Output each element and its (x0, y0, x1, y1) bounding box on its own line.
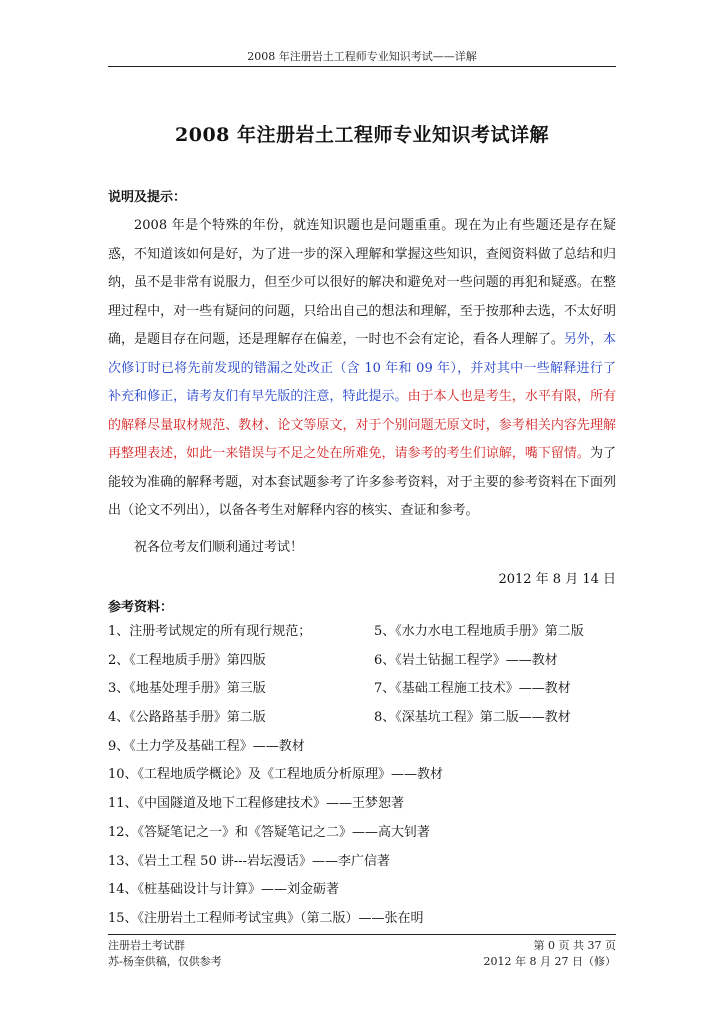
references-heading: 参考资料： (108, 600, 174, 615)
notes-paragraph (108, 212, 616, 526)
reference-row (108, 649, 628, 678)
reference-row (108, 677, 628, 706)
footer-contributor: 苏-杨奎供稿，仅供参考 (108, 955, 222, 968)
notes-text-intro: 2008 年是个特殊的年份，就连知识题也是问题重重。现在为止有些题还是存在疑惑，不知道该如何是好，为了进一步的深入理解和掌握这些知识，查阅资料做了总结和归纳，虽不是非常有说服力，但至少可以很好的解决和避免对一些问题的再犯和疑惑。在整理过程中，对一些有疑问的问题，只给出自己的想法和理解，至于按那种去选，不太好明确，是题目存在问题，还是理解存在偏差，一时也不会有定论，看各人理解了。 (108, 218, 616, 347)
reference-row (108, 907, 628, 936)
reference-item: 5、《水力水电工程地质手册》第二版 (374, 624, 584, 639)
reference-row (108, 878, 628, 907)
notes-text-revision: 另外，本次修订时已将先前发现的错漏之处改正（含 10 年和 09 年），并对其中一些解释进行了补充和修正，请考友们有早先版的注意，特此提示。 (108, 332, 616, 404)
reference-item: 6、《岩土钻掘工程学》——教材 (374, 652, 558, 668)
reference-row (108, 620, 628, 649)
reference-item: 7、《基础工程施工技术》——教材 (374, 681, 571, 697)
header-divider (108, 66, 616, 67)
footer-group-name: 注册岩土考试群 (108, 939, 185, 952)
reference-item: 4、《公路路基手册》第二版 (108, 710, 266, 726)
reference-item: 8、《深基坑工程》第二版——教材 (374, 710, 571, 726)
revision-date: 2012 年 8 月 27 日（修） (483, 955, 616, 968)
page-number: 第 0 页 共 37 页 (533, 939, 616, 952)
reference-item: 1、注册考试规定的所有现行规范； (108, 624, 312, 639)
reference-item: 14、《桩基础设计与计算》——刘金砺著 (108, 882, 340, 898)
reference-row (108, 706, 628, 735)
reference-row (108, 821, 628, 850)
reference-item: 3、《地基处理手册》第三版 (108, 681, 266, 697)
reference-item: 10、《工程地质学概论》及《工程地质分析原理》——教材 (108, 767, 444, 783)
notes-text-references-intro: 为了能较为准确的解释考题，对本套试题参考了许多参考资料，对于主要的参考资料在下面列出（论文不列出），以备各考生对解释内容的核实、查证和参考。 (108, 446, 616, 518)
reference-row (108, 792, 628, 821)
reference-row (108, 735, 628, 764)
notes-heading: 说明及提示： (108, 190, 187, 205)
reference-item: 15、《注册岩土工程师考试宝典》（第二版）——张在明 (108, 910, 424, 926)
reference-list (108, 620, 628, 936)
page-header: 2008 年注册岩土工程师专业知识考试——详解 (247, 50, 477, 63)
notes-text-disclaimer: 由于本人也是考生，水平有限，所有的解释尽量取材规范、教材、论文等原文，对于个别问题无原文时，参考相关内容先理解再整理表述，如此一来错误与不足之处在所难免，请参考的考生们谅解，嘴下留情。 (108, 389, 616, 461)
reference-item: 12、《答疑笔记之一》和《答疑笔记之二》——高大钊著 (108, 824, 431, 840)
reference-item: 13、《岩土工程 50 讲---岩坛漫话》——李广信著 (108, 853, 391, 869)
reference-row (108, 763, 628, 792)
reference-item: 11、《中国隧道及地下工程修建技术》——王梦恕著 (108, 796, 405, 812)
document-title: 2008 年注册岩土工程师专业知识考试详解 (175, 124, 549, 146)
reference-row (108, 850, 628, 879)
notes-date: 2012 年 8 月 14 日 (498, 572, 616, 587)
reference-item: 2、《工程地质手册》第四版 (108, 652, 266, 668)
best-wishes: 祝各位考友们顺利通过考试！ (134, 540, 304, 555)
reference-item: 9、《土力学及基础工程》——教材 (108, 738, 305, 754)
footer-divider (108, 934, 616, 935)
